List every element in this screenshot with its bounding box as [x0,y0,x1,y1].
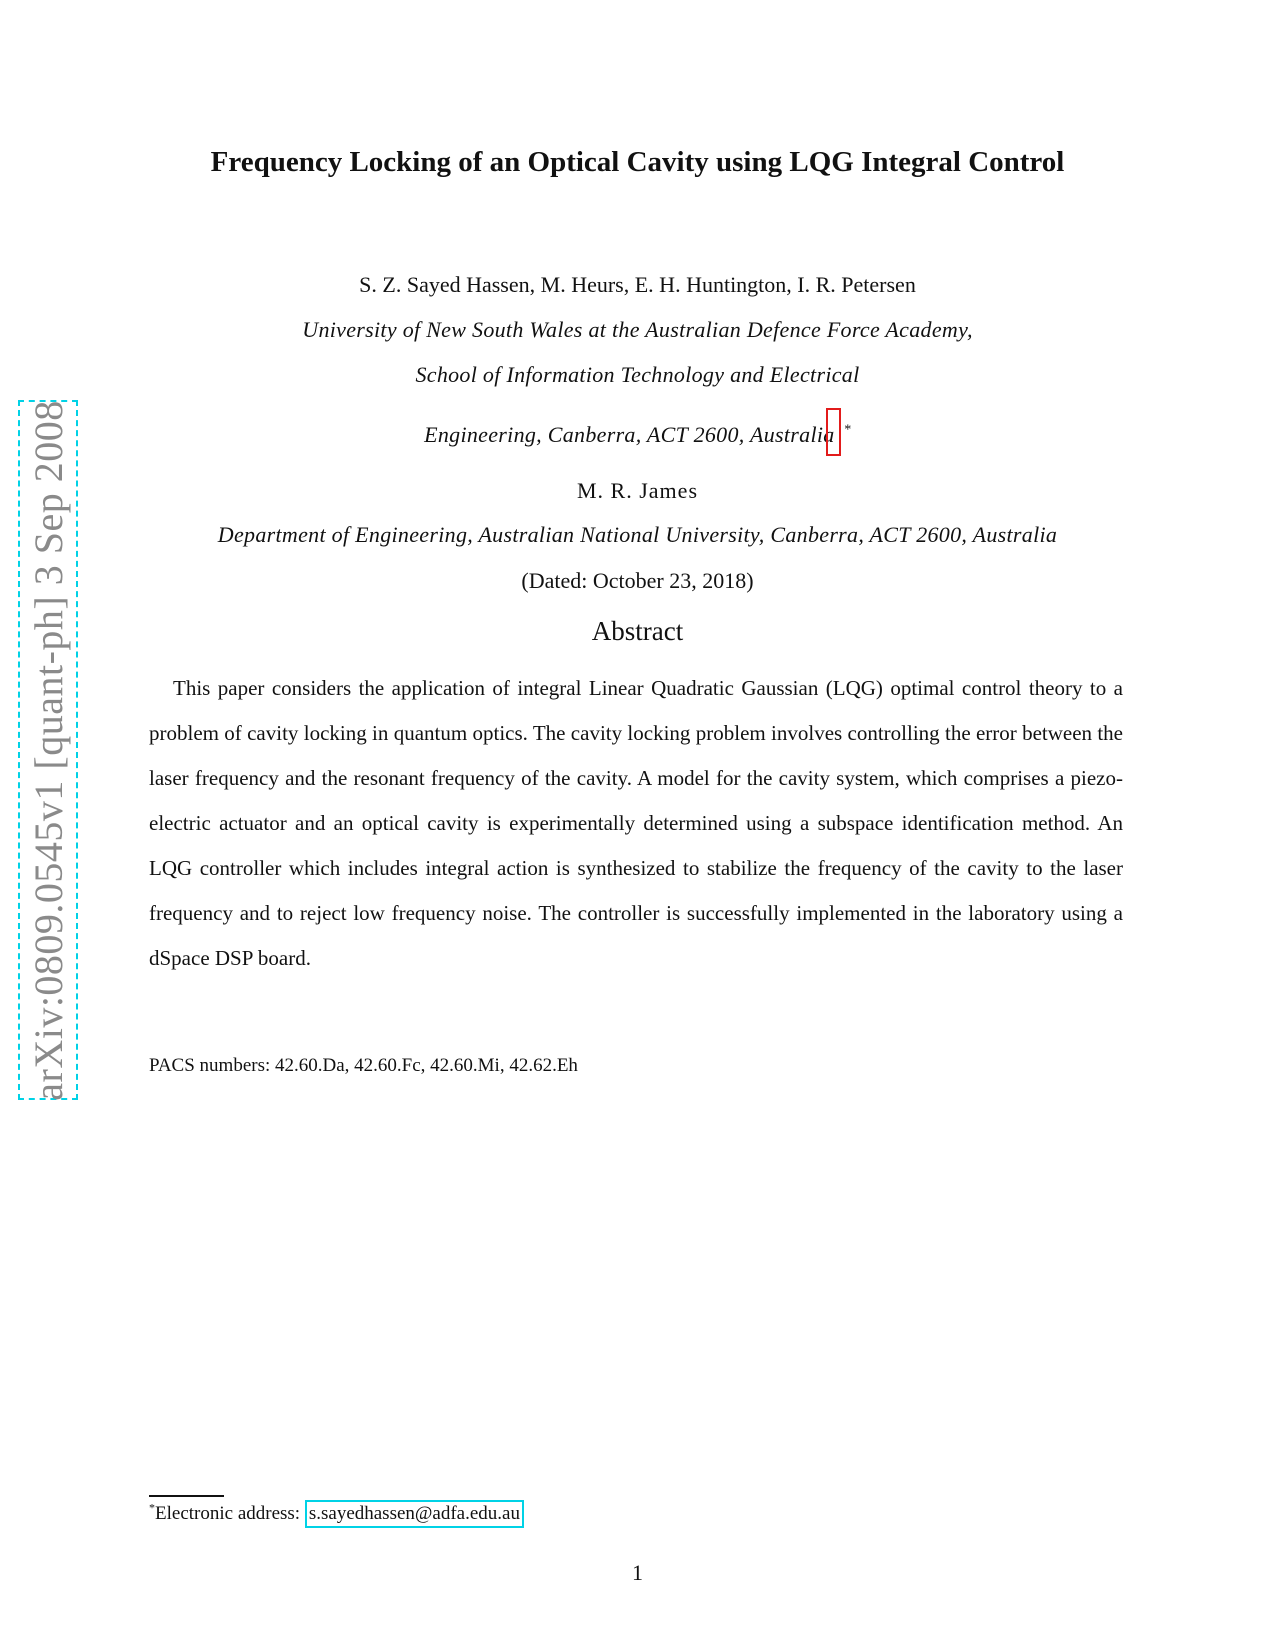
date-line: (Dated: October 23, 2018) [521,568,754,593]
footnote-mark: * [149,1500,155,1515]
affiliation-line-2: School of Information Technology and Electrical [415,362,860,387]
author-list-secondary: M. R. James [577,478,698,503]
arxiv-identifier-text: arXiv:0809.0545v1 [quant-ph] 3 Sep 2008 [25,399,71,1101]
pacs-numbers: PACS numbers: 42.60.Da, 42.60.Fc, 42.60.Mi, 42.62.Eh [149,1055,578,1076]
affiliation-anu: Department of Engineering, Australian National University, Canberra, ACT 2600, Australia [217,522,1058,547]
abstract-heading: Abstract [591,616,684,646]
footnote-marker-link[interactable] [826,408,841,456]
paper-title [0,134,1275,190]
affiliation-line-3-container [0,408,1275,456]
affiliation-line-1: University of New South Wales at the Australian Defence Force Academy, [302,317,973,342]
arxiv-identifier-stamp[interactable] [18,400,78,1100]
email-link[interactable]: s.sayedhassen@adfa.edu.au [305,1500,524,1528]
paper-title-text: Frequency Locking of an Optical Cavity using LQG Integral Control [210,146,1065,178]
author-list-primary: S. Z. Sayed Hassen, M. Heurs, E. H. Huntington, I. R. Petersen [359,272,916,297]
footnote-label: Electronic address: [155,1503,305,1524]
footnote [149,1500,524,1528]
affiliation-line-3: Engineering, Canberra, ACT 2600, Australia [424,422,835,447]
abstract-text: This paper considers the application of integral Linear Quadratic Gaussian (LQG) optimal control theory to a problem of cavity locking in quantum optics. The cavity locking problem involves controlling the error between the laser frequency and the resonant frequency of the cavity. A model for the cavity system, which comprises a piezo-electric actuator and an optical cavity is experimentally determined using a subspace identification method. An LQG controller which includes integral action is synthesized to stabilize the frequency of the cavity to the laser frequency and to reject low frequency noise. The controller is successfully implemented in the laboratory using a dSpace DSP board. [149,676,1123,970]
footnote-marker: * [843,422,851,438]
footnote-divider [149,1495,224,1497]
page-number: 1 [632,1560,643,1585]
